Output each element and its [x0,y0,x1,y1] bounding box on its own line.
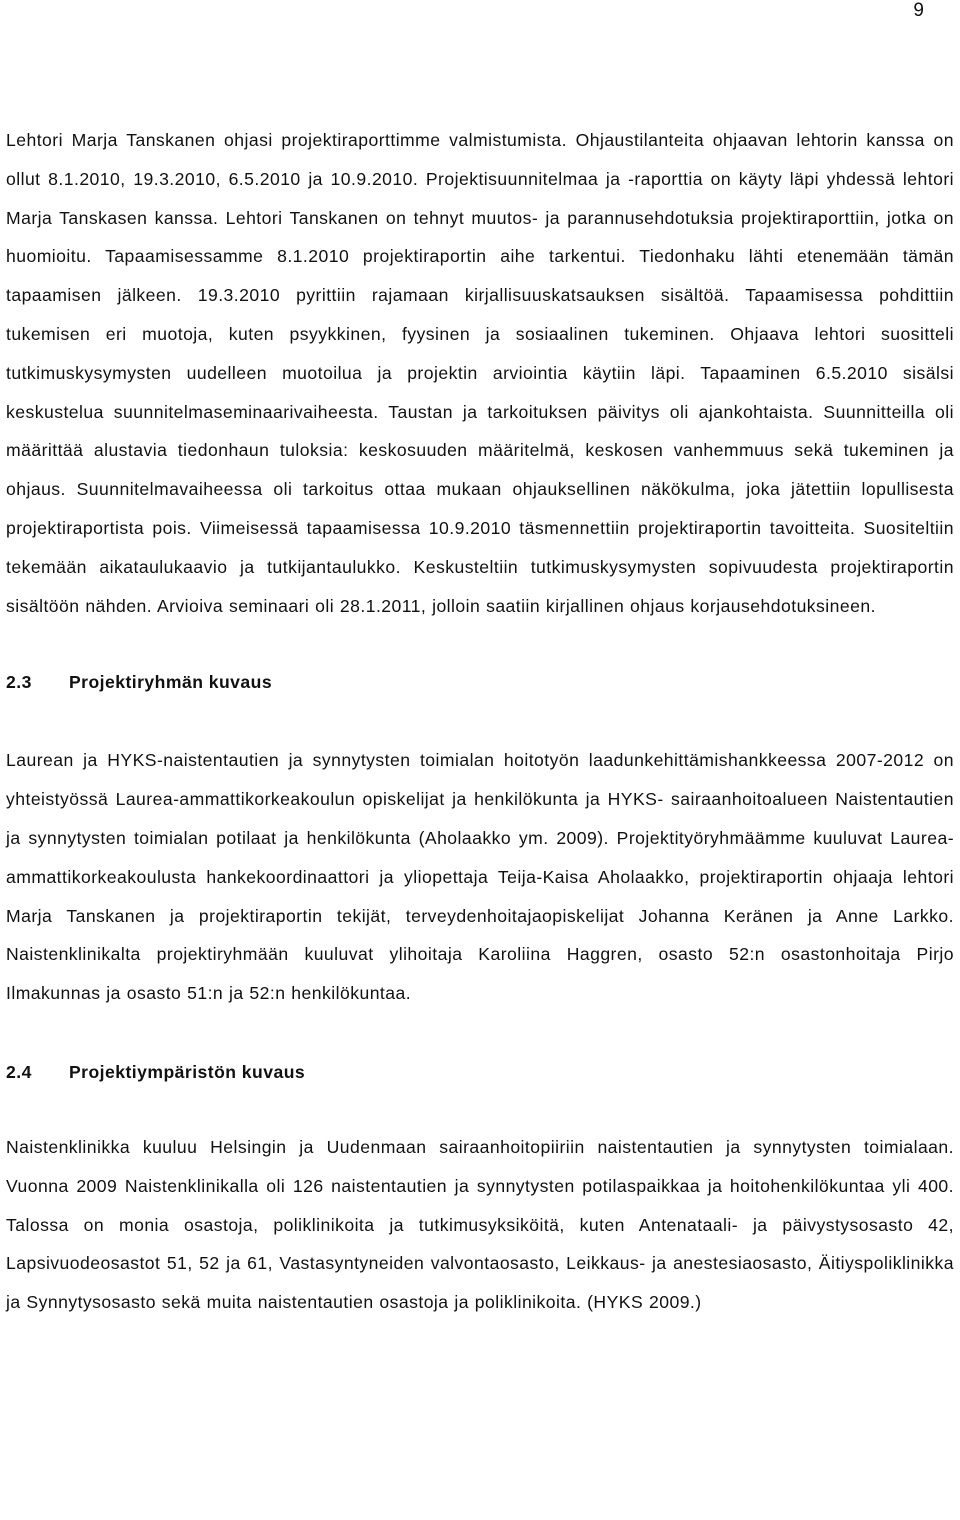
section-title: Projektiympäristön kuvaus [69,1061,306,1082]
section-title: Projektiryhmän kuvaus [69,672,273,693]
paragraph-supervision: Lehtori Marja Tanskanen ohjasi projektiraporttimme valmistumista. Ohjaustilanteita ohjaavan lehtorin kanssa on ollut 8.1.2010, 19.3.2010, 6.5.2010 ja 10.9.2010. Projektisuunnitelmaa ja -raporttia on käyty läpi yhdessä lehtori Marja Tanskasen kanssa. Lehtori Tanskanen on tehnyt muutos- ja parannusehdotuksia projektiraporttiin, jotka on huomioitu. Tapaamisessamme 8.1.2010 projektiraportin aihe tarkentui. Tiedonhaku lähti etenemään tämän tapaamisen jälkeen. 19.3.2010 pyrittiin rajamaan kirjallisuuskatsauksen sisältöä. Tapaamisessa pohdittiin tukemisen eri muotoja, kuten psyykkinen, fyysinen ja sosiaalinen tukeminen. Ohjaava lehtori suositteli tutkimuskysymysten uudelleen muotoilua ja projektin arviointia käytiin läpi. Tapaaminen 6.5.2010 sisälsi keskustelua suunnitelmaseminaarivaiheesta. Taustan ja tarkoituksen päivitys oli ajankohtaista. Suunnitteilla oli määrittää alustavia tiedonhaun tuloksia: keskosuuden määritelmä, keskosen vanhemmuus sekä tukeminen ja ohjaus. Suunnitelmavaiheessa oli tarkoitus ottaa mukaan ohjauksellinen näkökulma, joka jätettiin lopullisesta projektiraportista pois. Viimeisessä tapaamisessa 10.9.2010 täsmennettiin projektiraportin tavoitteita. Suositeltiin tekemään aikataulukaavio ja tutkijantaulukko. Keskusteltiin tutkimuskysymysten sopivuudesta projektiraportin sisältöön nähden. Arvioiva seminaari oli 28.1.2011, jolloin saatiin kirjallinen ohjaus korjausehdotuksineen. [6,130,954,616]
section-heading-2-3 [6,670,954,694]
section-number: 2.3 [6,672,32,693]
page-number: 9 [913,0,924,21]
paragraph-project-environment: Naistenklinikka kuuluu Helsingin ja Uudenmaan sairaanhoitopiiriin naistentautien ja synnytysten toimialaan. Vuonna 2009 Naistenklinikalla oli 126 naistentautien ja synnytysten potilaspaikkaa ja hoitohenkilökuntaa yli 400. Talossa on monia osastoja, poliklinikoita ja tutkimusyksiköitä, kuten Antenataali- ja päivystysosasto 42, Lapsivuodeosastot 51, 52 ja 61, Vastasyntyneiden valvontaosasto, Leikkaus- ja anestesiaosasto, Äitiyspoliklinikka ja Synnytysosasto sekä muita naistentautien osastoja ja poliklinikoita. (HYKS 2009.) [6,1136,954,1313]
paragraph-project-group: Laurean ja HYKS-naistentautien ja synnytysten toimialan hoitotyön laadunkehittämishankkeessa 2007-2012 on yhteistyössä Laurea-ammattikorkeakoulun opiskelijat ja henkilökunta ja HYKS- sairaanhoitoalueen Naistentautien ja synnytysten toimialan potilaat ja henkilökunta (Aholaakko ym. 2009). Projektityöryhmäämme kuuluvat Laurea-ammattikorkeakoulusta hankekoordinaattori ja yliopettaja Teija-Kaisa Aholaakko, projektiraportin ohjaaja lehtori Marja Tanskanen ja projektiraportin tekijät, terveydenhoitajaopiskelijat Johanna Keränen ja Anne Larkko. Naistenklinikalta projektiryhmään kuuluvat ylihoitaja Karoliina Haggren, osasto 52:n osastonhoitaja Pirjo Ilmakunnas ja osasto 51:n ja 52:n henkilökuntaa. [6,750,954,1004]
page-content [6,121,954,1322]
section-heading-2-4 [6,1060,954,1084]
section-number: 2.4 [6,1061,32,1082]
